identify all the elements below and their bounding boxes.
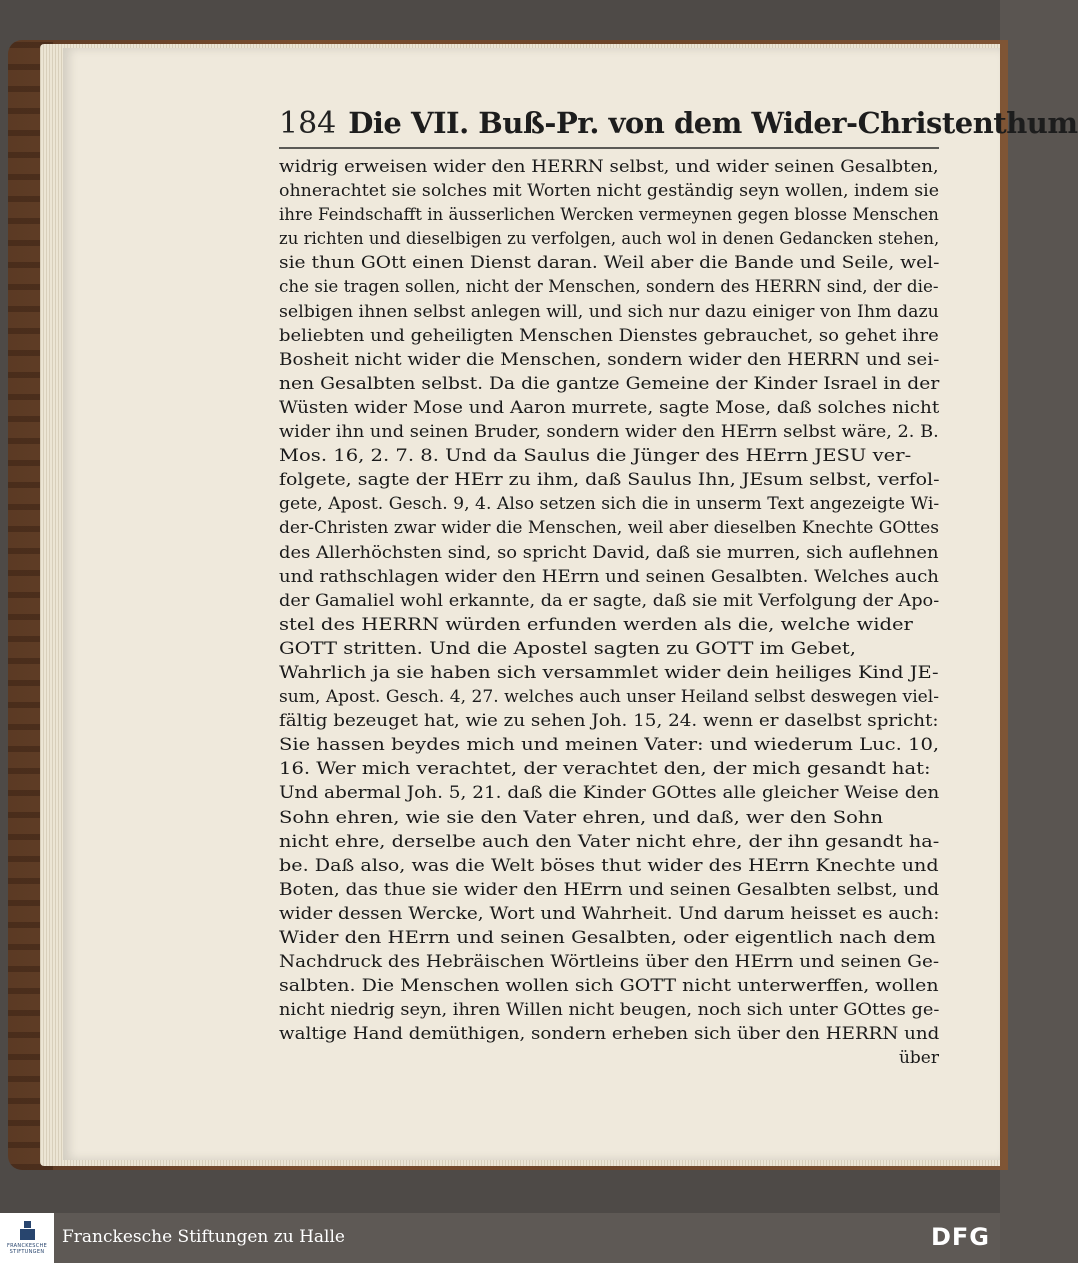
header-rule [279, 147, 939, 149]
text-line: che sie tragen sollen, nicht der Menschen, sondern des HERRN sind, der die- [279, 277, 939, 298]
footer-bar [0, 1213, 1000, 1263]
text-line: Boten, das thue sie wider den HErrn und seinen Gesalbten selbst, und [279, 879, 940, 900]
text-line: zu richten und dieselbigen zu verfolgen, auch wol in denen Gedancken stehen, [279, 229, 940, 250]
building-icon [17, 1221, 37, 1241]
text-line: beliebten und geheiligten Menschen Dienstes gebrauchet, so gehet ihre [279, 325, 939, 346]
text-line: sie thun GOtt einen Dienst daran. Weil aber die Bande und Seile, wel- [279, 253, 940, 274]
text-line: wider dessen Wercke, Wort und Wahrheit. Und darum heisset es auch: [279, 903, 940, 924]
institution-name[interactable]: Franckesche Stiftungen zu Halle [62, 1227, 345, 1247]
text-line: widrig erweisen wider den HERRN selbst, und wider seinen Gesalbten, [279, 157, 939, 177]
text-line: sum, Apost. Gesch. 4, 27. welches auch unser Heiland selbst deswegen viel- [279, 687, 939, 708]
logo-text-line1: FRANCKESCHE [6, 1243, 48, 1249]
page-number: 184 [279, 106, 337, 141]
text-line: GOTT stritten. Und die Apostel sagten zu GOTT im Gebet, [279, 638, 856, 659]
book-page [63, 48, 1078, 1160]
text-line: Mos. 16, 2. 7. 8. Und da Saulus die Jünger des HErrn JESU ver- [279, 446, 912, 467]
text-line: der-Christen zwar wider die Menschen, weil aber dieselben Knechte GOttes [279, 518, 939, 539]
text-line: be. Daß also, was die Welt böses thut wider des HErrn Knechte und [279, 855, 939, 876]
text-line: ihre Feindschafft in äusserlichen Wercken vermeynen gegen blosse Menschen [279, 205, 939, 226]
running-head: Die VII. Buß-Pr. von dem Wider-Christenthum [348, 106, 1078, 140]
text-line: nicht ehre, derselbe auch den Vater nicht ehre, der ihn gesandt ha- [279, 831, 940, 852]
catchword: über [898, 1048, 939, 1069]
dfg-logo[interactable]: DFG [930, 1223, 990, 1251]
text-line: ohnerachtet sie solches mit Worten nicht geständig seyn wollen, indem sie [279, 181, 940, 202]
text-line: selbigen ihnen selbst anlegen will, und sich nur dazu einiger von Ihm dazu [279, 301, 939, 322]
text-line: nen Gesalbten selbst. Da die gantze Gemeine der Kinder Israel in der [279, 373, 940, 394]
body-text [279, 155, 939, 1046]
text-line: der Gamaliel wohl erkannte, da er sagte, daß sie mit Verfolgung der Apo- [279, 590, 940, 611]
text-line: Nachdruck des Hebräischen Wörtleins über den HErrn und seinen Ge- [279, 952, 940, 973]
text-block [279, 106, 1078, 1071]
text-line: waltige Hand demüthigen, sondern erheben sich über den HERRN und [279, 1024, 940, 1045]
text-line: nicht niedrig seyn, ihren Willen nicht beugen, noch sich unter GOttes ge- [279, 1000, 940, 1021]
text-line: und rathschlagen wider den HErrn und seinen Gesalbten. Welches auch [279, 566, 939, 587]
text-line: salbten. Die Menschen wollen sich GOTT nicht unterwerffen, wollen [279, 976, 939, 997]
franckesche-logo[interactable] [0, 1213, 54, 1263]
text-line: Sie hassen beydes mich und meinen Vater: und wiederum Luc. 10, [279, 735, 940, 756]
text-line: wider ihn und seinen Bruder, sondern wider den HErrn selbst wäre, 2. B. [279, 422, 939, 443]
text-line: gete, Apost. Gesch. 9, 4. Also setzen sich die in unserm Text angezeigte Wi- [279, 494, 940, 515]
logo-text-line2: STIFTUNGEN [9, 1249, 45, 1255]
text-line: Sohn ehren, wie sie den Vater ehren, und daß, wer den Sohn [279, 807, 884, 828]
text-line: Wüsten wider Mose und Aaron murrete, sagte Mose, daß solches nicht [279, 397, 940, 418]
text-line: 16. Wer mich verachtet, der verachtet den, der mich gesandt hat: [279, 759, 931, 780]
text-line: fältig bezeuget hat, wie zu sehen Joh. 15, 24. wenn er daselbst spricht: [279, 711, 939, 732]
text-line: stel des HERRN würden erfunden werden als die, welche wider [279, 614, 913, 635]
text-line: Wider den HErrn und seinen Gesalbten, oder eigentlich nach dem [279, 928, 936, 948]
page-header [279, 106, 1078, 141]
text-line: folgete, sagte der HErr zu ihm, daß Saulus Ihn, JEsum selbst, verfol- [279, 470, 940, 491]
text-line: des Allerhöchsten sind, so spricht David, daß sie murren, sich auflehnen [279, 542, 939, 563]
text-line: Bosheit nicht wider die Menschen, sondern wider den HERRN und sei- [279, 349, 940, 370]
text-line: Wahrlich ja sie haben sich versammlet wider dein heiliges Kind JE- [279, 662, 939, 683]
text-line: Und abermal Joh. 5, 21. daß die Kinder GOttes alle gleicher Weise den [279, 783, 940, 804]
